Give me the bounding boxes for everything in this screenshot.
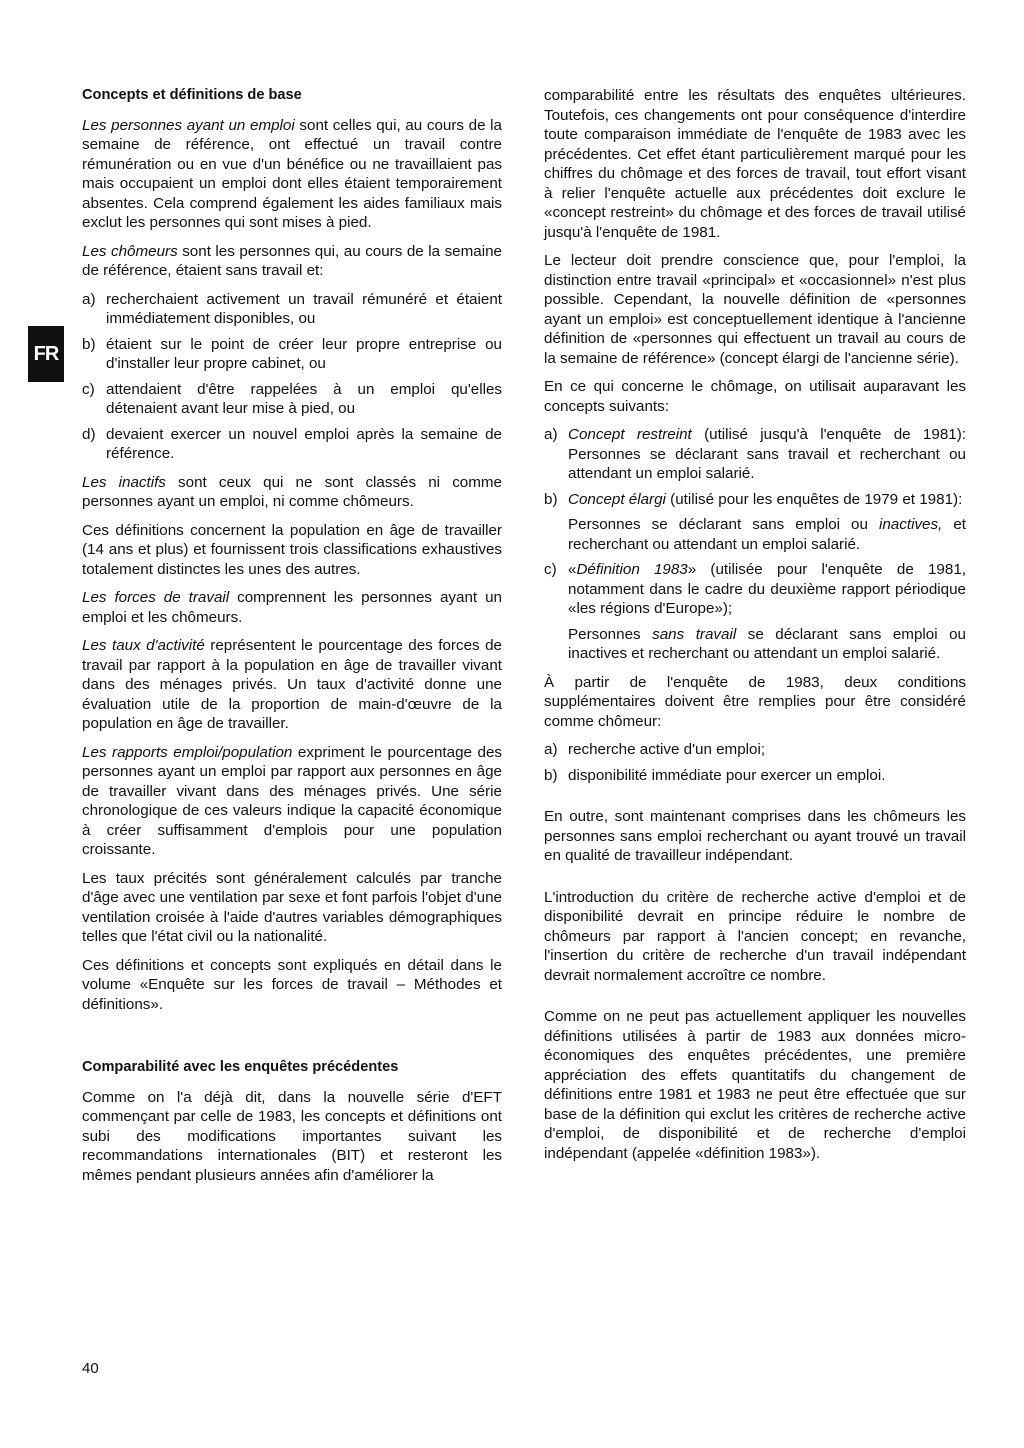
paragraph-quantitative-effects: Comme on ne peut pas actuellement appliquer les nouvelles définitions utilisées à partir de 1983 aux données micro-économiques des enquêtes précédentes, une première appréciation des effets quantitatifs du changement de définitions entre 1981 et 1983 ne peut être effectuée que sur base de la définition qui exclut les critères de recherche active d'emploi, de disponibilité et de recherche d'emploi indépendant (appelée «définition 1983»). (544, 1008, 966, 1162)
list-item (82, 380, 502, 419)
term: Les taux d'activité (82, 637, 205, 654)
list-marker: b) (544, 490, 558, 508)
list-text: attendaient d'être rappelées à un emploi qu'elles détenaient avant leur mise à pied, ou (106, 380, 502, 417)
section-heading-concepts: Concepts et définitions de base (82, 87, 302, 103)
list-marker: c) (544, 561, 557, 578)
list-text: disponibilité immédiate pour exercer un emploi. (568, 766, 886, 784)
subtext-part: se déclarant sans emploi ou inactives et recherchant ou attendant un emploi salarié. (568, 625, 966, 662)
list-text: devaient exercer un nouvel emploi après la semaine de référence. (106, 425, 502, 462)
list-text-body: (utilisé jusqu'à l'enquête de 1981): Personnes se déclarant sans travail et recherchant ou attendant un emploi salarié. (568, 426, 966, 482)
term: Les personnes ayant un emploi (82, 116, 295, 134)
list-text-body: » (utilisée pour l'enquête de 1981, notamment dans le cadre du deuxième rapport périodique «les régions d'Europe»); (568, 561, 966, 617)
term: Les chômeurs (82, 242, 178, 260)
paragraph-employment-ratios (82, 743, 502, 860)
paragraph-text: sont les personnes qui, au cours de la semaine de référence, étaient sans travail et: (82, 242, 502, 279)
paragraph-text: représentent le pourcentage des forces de travail par rapport à la population en âge de travailler vivant dans des ménages privés. Un taux d'activité donne une évaluation utile de la proportion de main-d'œuvre de la population en âge de travailler. (82, 637, 503, 732)
paragraph-activity-rates (82, 636, 502, 734)
term: Les inactifs (82, 473, 166, 491)
old-concepts-list (544, 425, 966, 664)
paragraph-text: sont celles qui, au cours de la semaine de référence, ont effectué un travail contre rémunération ou en vue d'un bénéfice ou ne travaillaient pas mais occupaient un emploi dont elles étaient temporairement absentes. Cela comprend également les aides familiaux mais exclut les personnes qui sont mises à pied. (82, 116, 503, 231)
list-marker: c) (82, 380, 95, 398)
list-item (82, 425, 502, 464)
paragraph-reference-volume: Ces définitions et concepts sont expliqués en détail dans le volume «Enquête sur les forces de travail – Méthodes et définitions». (82, 956, 502, 1013)
subtext-part: et recherchant ou attendant un emploi salarié. (568, 516, 966, 553)
list-text: étaient sur le point de créer leur propre entreprise ou d'installer leur propre cabinet, ou (106, 335, 502, 372)
list-subtext (568, 625, 966, 664)
page-number: 40 (82, 1360, 99, 1377)
paragraph-employed (82, 116, 502, 233)
list-text: recherchaient activement un travail rémunéré et étaient immédiatement disponibles, ou (106, 290, 502, 327)
list-text (568, 425, 966, 484)
paragraph-continuation: comparabilité entre les résultats des enquêtes ultérieures. Toutefois, ces changements ont pour conséquence d'interdire toute comparaison immédiate de l'enquête de 1983 avec les précédentes. Cet effet étant particulièrement marqué pour les chiffres du chômage et des forces de travail, tout effort visant à relier l'enquête actuelle aux précédentes doit exclure le «concept restreint» du chômage et des forces de travail utilisé jusqu'à l'enquête de 1981. (544, 87, 966, 241)
paragraph-employment-distinction: Le lecteur doit prendre conscience que, pour l'emploi, la distinction entre travail «principal» et «occasionnel» n'est plus possible. Cependant, la nouvelle définition de «personnes ayant un emploi» est conceptuellement identique à l'ancienne définition de «personnes qui effectuent un travail au cours de la semaine de référence» (concept élargi de l'ancienne série). (544, 252, 966, 367)
paragraph-rates-breakdown: Les taux précités sont généralement calculés par tranche d'âge avec une ventilation par sexe et font parfois l'objet d'une ventilation croisée à l'aide d'autres variables démographiques telles que l'état civil ou la nationalité. (82, 869, 502, 945)
list-text-body: (utilisé pour les enquêtes de 1979 et 1981): (665, 490, 963, 508)
list-item (82, 335, 502, 374)
paragraph-text: expriment le pourcentage des personnes ayant un emploi par rapport aux personnes en âge de travailler vivant dans des ménages privés. Une série chronologique de ces valeurs indique la capacité économique à créer suffisamment d'emplois pour une population croissante. (82, 743, 502, 858)
paragraph-self-employed: En outre, sont maintenant comprises dans les chômeurs les personnes sans emploi recherchant ou ayant trouvé un travail en qualité de travailleur indépendant. (544, 808, 966, 864)
paragraph-comparability: Comme on l'a déjà dit, dans la nouvelle série d'EFT commençant par celle de 1983, les concepts et définitions ont subi des modifications importantes suivant les recommandations internationales (BIT) et resteront les mêmes pendant plusieurs années afin d'améliorer la (82, 1088, 502, 1184)
list-item (544, 490, 966, 510)
language-tab-fr: FR (28, 326, 64, 382)
paragraph-text: comprennent les personnes ayant un emploi et les chômeurs. (82, 589, 502, 626)
list-marker: a) (544, 741, 558, 758)
list-marker: b) (544, 766, 558, 784)
section-heading-comparability: Comparabilité avec les enquêtes précédentes (82, 1059, 399, 1075)
list-text (568, 490, 966, 510)
list-item (544, 560, 966, 619)
list-marker: d) (82, 425, 96, 443)
unemployed-criteria-list (82, 290, 502, 464)
term: Concept élargi (568, 490, 666, 508)
paragraph-unemployment-concepts: En ce qui concerne le chômage, on utilisait auparavant les concepts suivants: (544, 378, 966, 415)
term: sans travail (652, 625, 737, 643)
paragraph-inactive (82, 473, 502, 512)
list-item (82, 290, 502, 329)
list-marker: a) (82, 290, 96, 308)
list-text (568, 560, 966, 619)
paragraph-1983-conditions: À partir de l'enquête de 1983, deux conditions supplémentaires doivent être remplies pour être considéré comme chômeur: (544, 673, 966, 730)
subtext-part: Personnes (568, 625, 653, 643)
paragraph-unemployed (82, 242, 502, 281)
paragraph-text: sont ceux qui ne sont classés ni comme personnes ayant un emploi, ni comme chômeurs. (82, 473, 502, 510)
list-marker: a) (544, 426, 558, 443)
right-column (544, 86, 966, 1172)
term: Concept restreint (568, 426, 692, 443)
list-item (544, 425, 966, 484)
conditions-list (544, 740, 966, 785)
list-marker: b) (82, 335, 96, 353)
left-column (82, 86, 502, 1194)
paragraph-criteria-effect: L'introduction du critère de recherche active d'emploi et de disponibilité devrait en principe réduire le nombre de chômeurs par rapport à l'ancien concept; en revanche, l'insertion du critère de recherche d'un travail indépendant devrait normalement accroître ce nombre. (544, 888, 966, 984)
term: Les rapports emploi/population (82, 743, 293, 761)
list-item (544, 766, 966, 786)
term: Définition 1983 (576, 561, 688, 578)
list-item (544, 740, 966, 760)
term: inactives, (878, 516, 943, 533)
list-text: recherche active d'un emploi; (568, 741, 766, 758)
subtext-part: Personnes se déclarant sans emploi ou (568, 516, 879, 533)
quote-open: « (568, 561, 577, 578)
term: Les forces de travail (82, 589, 230, 606)
paragraph-population: Ces définitions concernent la population en âge de travailler (14 ans et plus) et fournissent trois classifications exhaustives totalement distinctes les unes des autres. (82, 521, 502, 578)
paragraph-labour-force (82, 588, 502, 627)
list-subtext (568, 515, 966, 554)
